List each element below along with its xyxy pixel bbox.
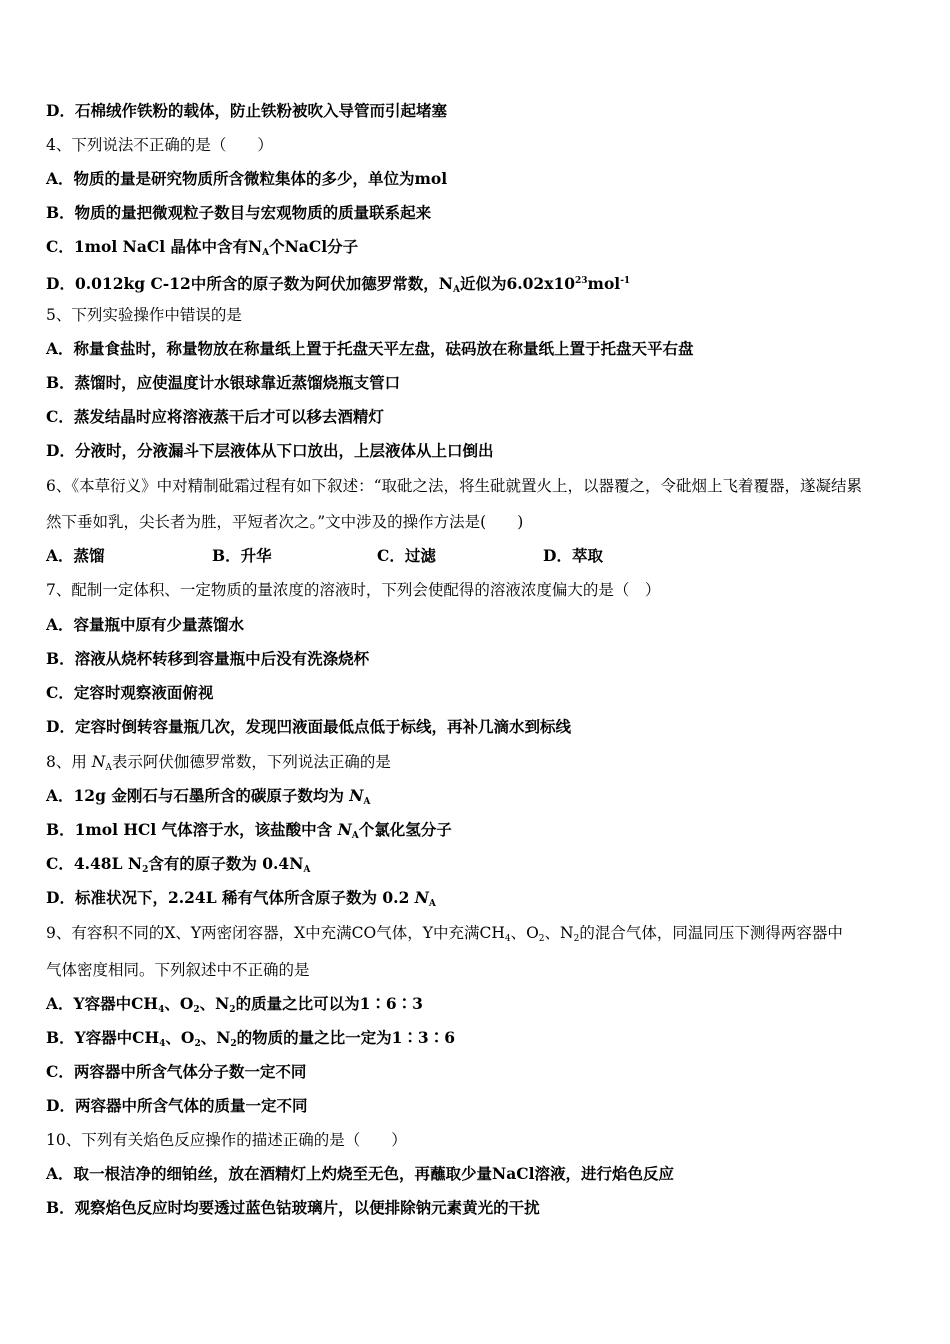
option-line <box>46 1028 455 1054</box>
text-segment: 8、用 <box>46 753 92 771</box>
text-segment: 10、下列有关焰色反应操作的描述正确的是（ ） <box>46 1131 407 1149</box>
text-segment: D．分液时，分液漏斗下层液体从下口放出，上层液体从上口倒出 <box>46 441 494 460</box>
text-segment: D．定容时倒转容量瓶几次，发现凹液面最低点低于标线，再补几滴水到标线 <box>46 717 571 736</box>
question-line <box>46 960 310 980</box>
text-segment: 、O <box>164 994 194 1013</box>
text-segment: 7、配制一定体积、一定物质的量浓度的溶液时，下列会使配得的溶液浓度偏大的是（ ） <box>46 581 661 599</box>
text-segment: A <box>351 831 359 841</box>
option-line <box>46 407 384 427</box>
option-line <box>46 615 244 635</box>
text-segment: B．物质的量把微观粒子数目与宏观物质的质量联系起来 <box>46 203 432 222</box>
text-segment: 、N <box>199 994 230 1013</box>
text-segment: 4 <box>159 1039 166 1049</box>
text-segment: C．两容器中所含气体分子数一定不同 <box>46 1062 307 1081</box>
question-line <box>46 512 523 532</box>
text-segment: N <box>91 753 106 771</box>
question-line <box>46 752 391 778</box>
text-segment: A <box>363 797 371 807</box>
option-line <box>46 683 213 703</box>
option-line <box>46 820 452 846</box>
text-segment: 4 <box>158 1005 165 1015</box>
option-line <box>46 717 571 737</box>
question-line <box>46 476 862 496</box>
text-segment: N <box>414 888 429 907</box>
text-segment: A．12g 金刚石与石墨所含的碳原子数均为 <box>46 786 350 805</box>
question-line <box>46 1130 407 1150</box>
text-segment: B．观察焰色反应时均要透过蓝色钴玻璃片，以便排除钠元素黄光的干扰 <box>46 1198 540 1217</box>
option-line <box>46 441 493 461</box>
text-segment: -1 <box>620 276 631 286</box>
option-line <box>46 854 310 880</box>
text-segment: A <box>452 285 460 295</box>
option-line <box>46 271 630 300</box>
text-segment: 2 <box>573 934 580 944</box>
text-segment: A <box>105 763 112 773</box>
text-segment: C．定容时观察液面俯视 <box>46 683 214 702</box>
text-segment: C．蒸发结晶时应将溶液蒸干后才可以移去酒精灯 <box>46 407 384 426</box>
text-segment: 4、下列说法不正确的是（ ） <box>46 136 273 154</box>
option-line <box>46 649 369 669</box>
text-segment: B．Y容器中CH <box>46 1028 160 1047</box>
text-segment: 2 <box>230 1039 237 1049</box>
text-segment: 的物质的量之比一定为1∶3∶6 <box>236 1028 455 1047</box>
text-segment: A．取一根洁净的细铂丝，放在酒精灯上灼烧至无色，再蘸取少量NaCl溶液，进行焰色反应 <box>46 1164 674 1183</box>
text-segment: 2 <box>194 1039 201 1049</box>
text-segment: 表示阿伏伽德罗常数，下列说法正确的是 <box>111 753 391 771</box>
option-line <box>46 339 694 359</box>
text-segment: 6、《本草衍义》中对精制砒霜过程有如下叙述：“取砒之法，将生砒就置火上，以器覆之，令砒烟上飞着覆器，遂凝结累 <box>46 477 863 495</box>
option-line <box>46 169 447 189</box>
text-segment: 9、有容积不同的X、Y两密闭容器，X中充满CO气体，Y中充满CH <box>46 924 505 942</box>
option-line <box>46 888 436 914</box>
question-line <box>46 923 843 949</box>
text-segment: N <box>337 820 352 839</box>
text-segment: 的质量之比可以为1∶6∶3 <box>235 994 423 1013</box>
text-segment: D．两容器中所含气体的质量一定不同 <box>46 1096 308 1115</box>
text-segment: A．物质的量是研究物质所含微粒集体的多少，单位为mol <box>46 169 448 188</box>
option-line <box>46 101 447 121</box>
text-segment: 、O <box>510 924 539 942</box>
text-segment: 2 <box>538 934 545 944</box>
answer-option: D．萃取 <box>543 546 603 565</box>
option-line <box>46 1164 674 1184</box>
option-line <box>46 1062 306 1082</box>
text-segment: N <box>349 786 364 805</box>
text-segment: 5、下列实验操作中错误的是 <box>46 306 242 324</box>
text-segment: A．Y容器中CH <box>46 994 159 1013</box>
text-segment: D．标准状况下，2.24L 稀有气体所含原子数为 0.2 <box>46 888 415 907</box>
text-segment: 个NaCl分子 <box>269 237 359 256</box>
text-segment: B．溶液从烧杯转移到容量瓶中后没有洗涤烧杯 <box>46 649 370 668</box>
text-segment: 、O <box>165 1028 195 1047</box>
text-segment: B．蒸馏时，应使温度计水银球靠近蒸馏烧瓶支管口 <box>46 373 401 392</box>
option-line <box>46 1198 540 1218</box>
text-segment: B．1mol HCl 气体溶于水，该盐酸中含 <box>46 820 338 839</box>
text-segment: 、N <box>544 924 574 942</box>
answer-option: B．升华 <box>212 546 272 565</box>
option-line <box>46 373 400 393</box>
text-segment: D．0.012kg C-12中所含的原子数为阿伏加德罗常数，N <box>46 274 453 293</box>
option-line <box>46 1096 307 1116</box>
text-segment: 2 <box>193 1005 200 1015</box>
text-segment: 含有的原子数为 0.4N <box>148 854 304 873</box>
text-segment: 近似为6.02x10 <box>459 274 576 293</box>
option-line <box>46 786 370 812</box>
text-segment: 2 <box>229 1005 236 1015</box>
option-line <box>46 994 423 1020</box>
text-segment: 2 <box>142 865 149 875</box>
option-line <box>46 203 431 223</box>
question-line <box>46 305 242 325</box>
answer-option: A．蒸馏 <box>46 546 105 565</box>
question-line <box>46 580 660 600</box>
text-segment: A．称量食盐时，称量物放在称量纸上置于托盘天平左盘，砝码放在称量纸上置于托盘天平右盘 <box>46 339 694 358</box>
text-segment: 、N <box>200 1028 231 1047</box>
text-segment: A <box>428 899 436 909</box>
text-segment: D．石棉绒作铁粉的载体，防止铁粉被吹入导管而引起堵塞 <box>46 101 447 120</box>
text-segment: 23 <box>575 276 588 286</box>
text-segment: A．容量瓶中原有少量蒸馏水 <box>46 615 245 634</box>
text-segment: A <box>262 248 270 258</box>
answer-option: C．过滤 <box>377 546 436 565</box>
text-segment: 然下垂如乳，尖长者为胜，平短者次之。”文中涉及的操作方法是( ) <box>46 513 524 531</box>
text-segment: 气体密度相同。下列叙述中不正确的是 <box>46 961 310 979</box>
text-segment: A <box>303 865 311 875</box>
text-segment: C．4.48L N <box>46 854 143 873</box>
text-segment: C．1mol NaCl 晶体中含有N <box>46 237 263 256</box>
text-segment: 个氯化氢分子 <box>358 820 452 839</box>
question-line <box>46 135 273 155</box>
text-segment: mol <box>587 274 621 293</box>
option-line <box>46 237 358 263</box>
text-segment: 4 <box>504 934 511 944</box>
text-segment: 的混合气体，同温同压下测得两容器中 <box>579 924 843 942</box>
